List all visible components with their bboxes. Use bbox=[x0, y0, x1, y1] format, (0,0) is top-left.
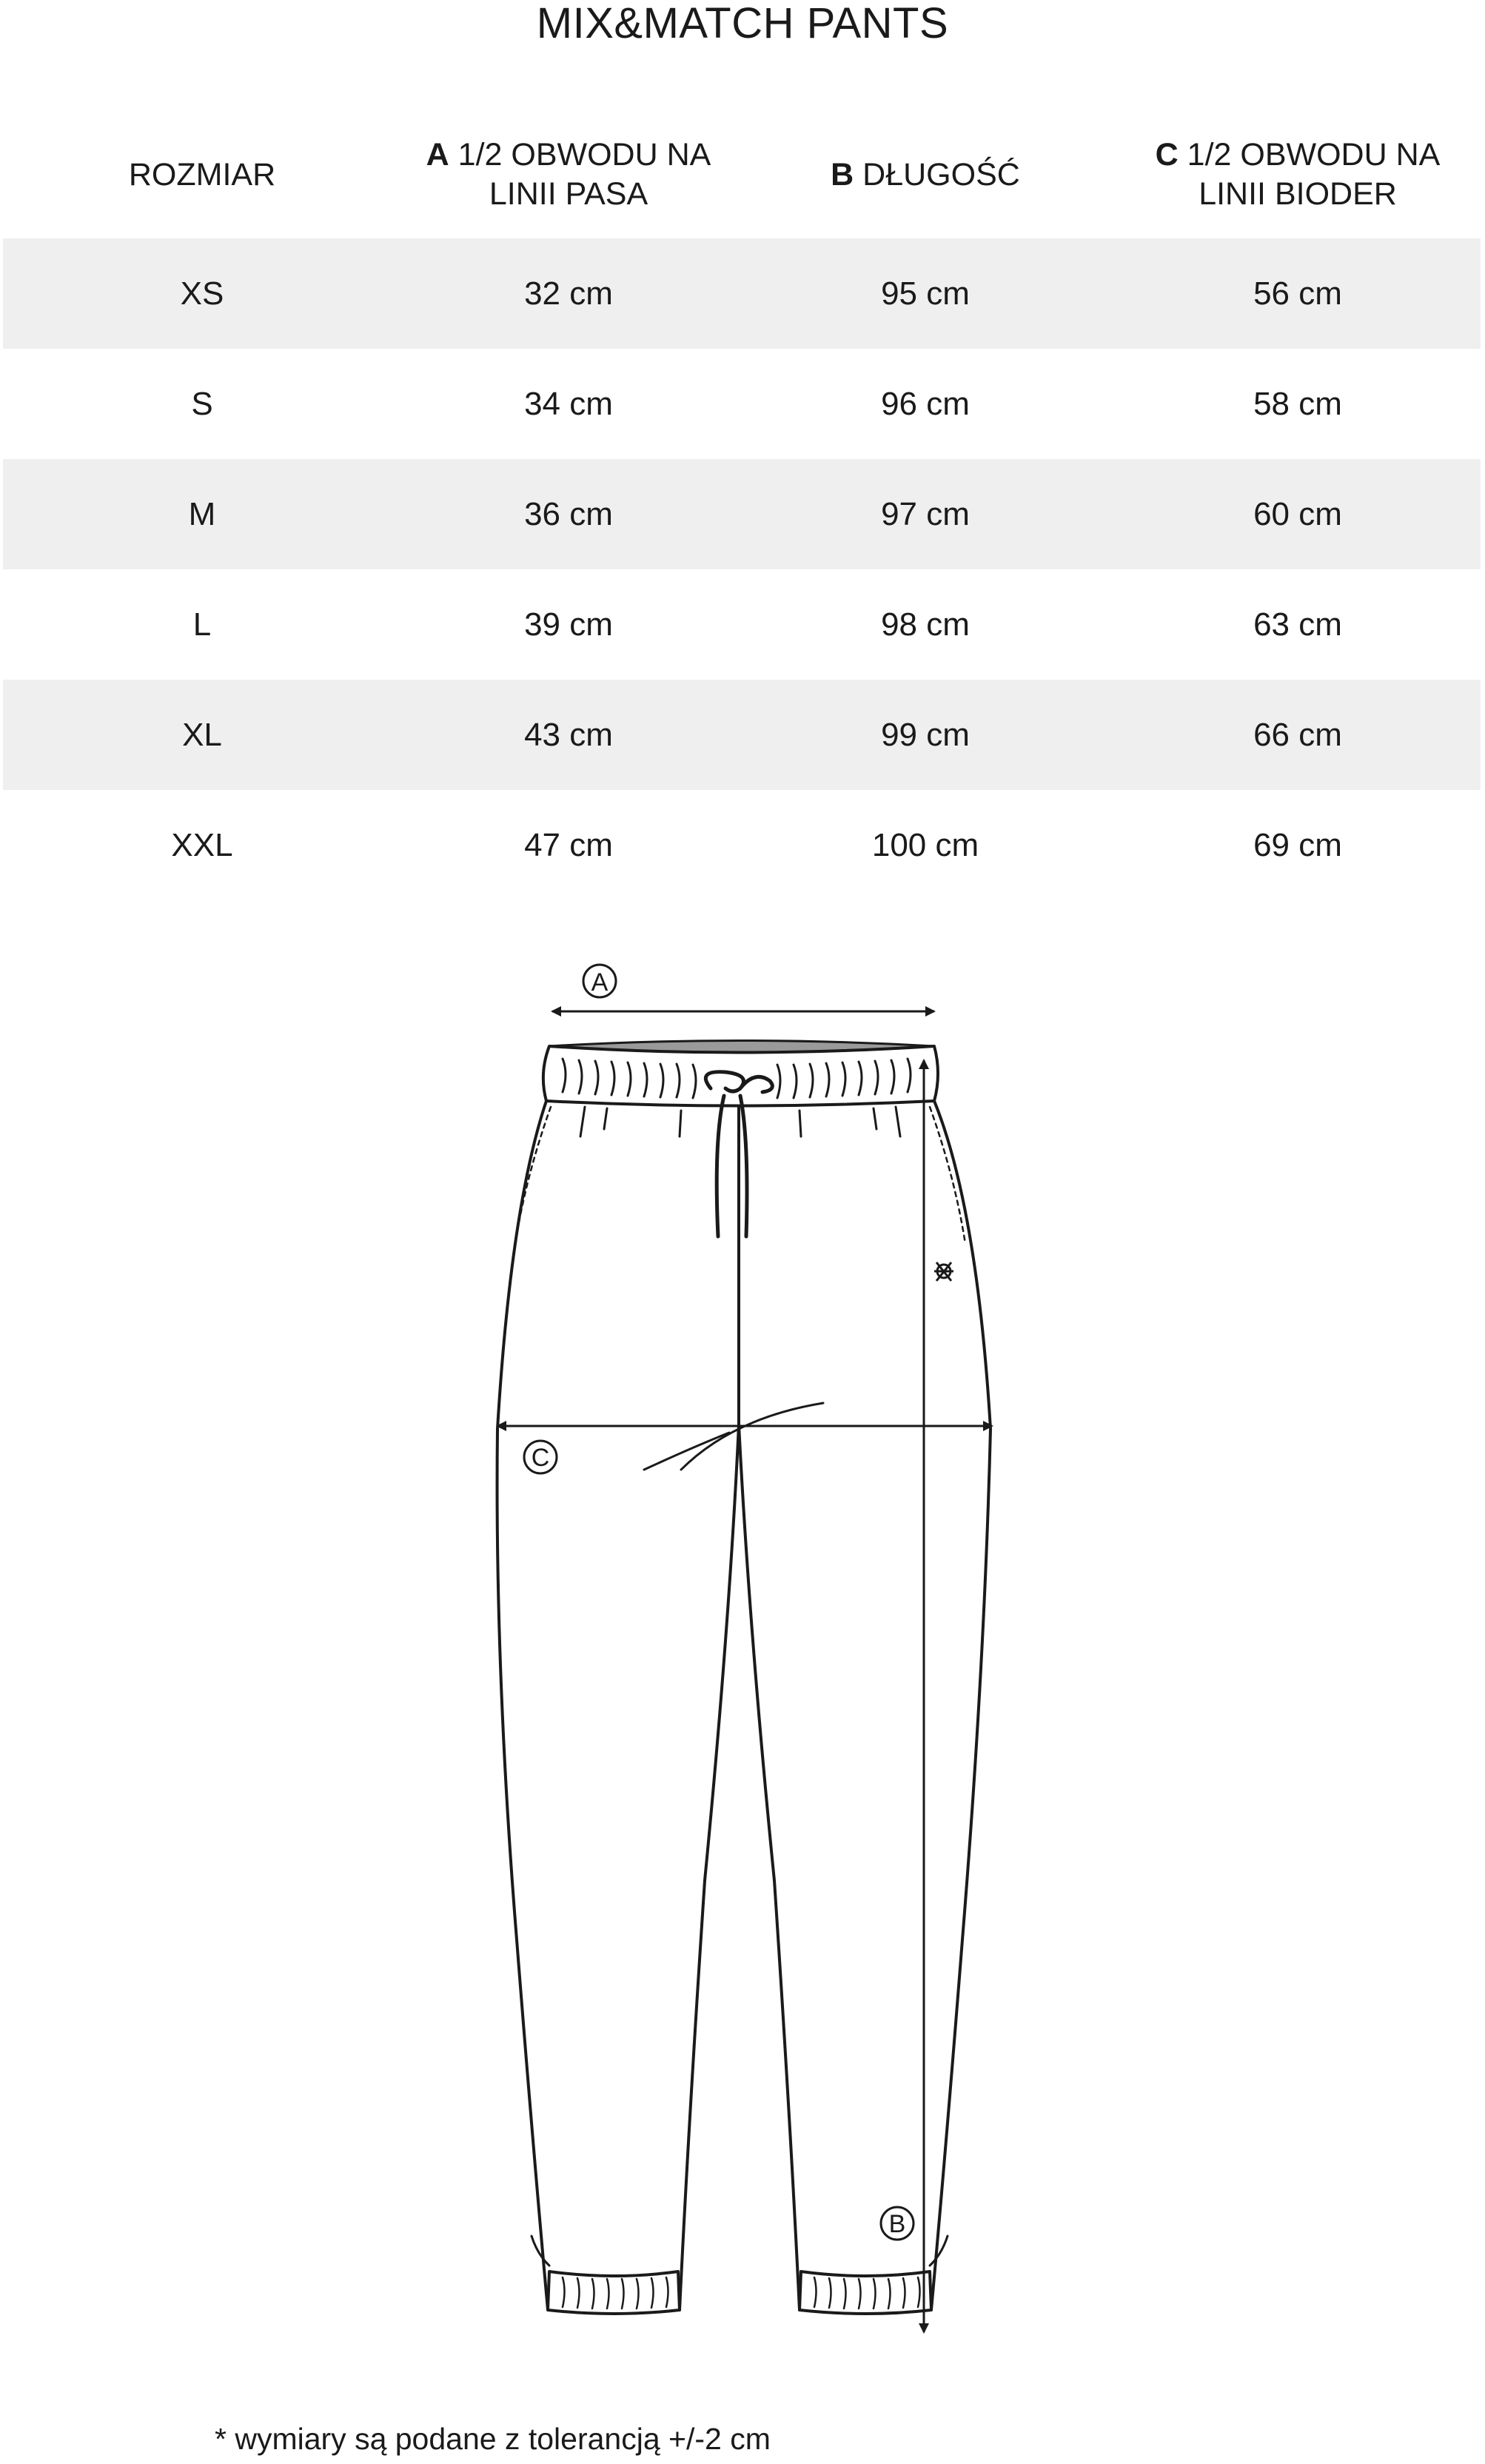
page-title: MIX&MATCH PANTS bbox=[536, 0, 949, 47]
cell-c: 58 cm bbox=[1253, 385, 1342, 422]
header-c-label-line2: LINII BIODER bbox=[1199, 176, 1397, 212]
cell-a: 36 cm bbox=[524, 495, 613, 532]
cuff-right bbox=[800, 2272, 931, 2314]
header-a-letter: A bbox=[426, 137, 449, 173]
cuff-left bbox=[548, 2272, 680, 2314]
cell-c: 56 cm bbox=[1253, 275, 1342, 312]
dimension-label-c: C bbox=[531, 1444, 550, 1472]
cell-a: 32 cm bbox=[524, 275, 613, 312]
tolerance-note: * wymiary są podane z tolerancją +/-2 cm bbox=[215, 2422, 771, 2456]
cell-a: 39 cm bbox=[524, 606, 613, 643]
header-a bbox=[401, 135, 736, 214]
cell-a: 34 cm bbox=[524, 385, 613, 422]
pants-diagram bbox=[0, 940, 1485, 2377]
cell-size: M bbox=[188, 495, 216, 532]
cell-size: XS bbox=[180, 275, 224, 312]
logo-mark-icon bbox=[934, 1262, 953, 1281]
cell-b: 95 cm bbox=[881, 275, 970, 312]
header-c-letter: C bbox=[1155, 137, 1179, 173]
header-b-letter: B bbox=[831, 156, 854, 192]
cell-c: 63 cm bbox=[1253, 606, 1342, 643]
table-row bbox=[3, 238, 1481, 349]
cell-c: 66 cm bbox=[1253, 716, 1342, 753]
cell-c: 69 cm bbox=[1253, 826, 1342, 863]
cell-c: 60 cm bbox=[1253, 495, 1342, 532]
size-table bbox=[3, 111, 1481, 900]
pants-outline bbox=[497, 1101, 990, 2310]
cell-b: 96 cm bbox=[881, 385, 970, 422]
cell-size: XXL bbox=[171, 826, 233, 863]
table-row bbox=[3, 349, 1481, 459]
cell-size: L bbox=[192, 606, 212, 643]
header-size-label: ROZMIAR bbox=[128, 156, 276, 192]
header-size bbox=[3, 155, 401, 195]
dimension-label-a: A bbox=[591, 968, 609, 997]
cell-a: 47 cm bbox=[524, 826, 613, 863]
header-b-label: DŁUGOŚĆ bbox=[854, 156, 1020, 192]
table-row bbox=[3, 680, 1481, 790]
table-row bbox=[3, 459, 1481, 569]
cell-b: 97 cm bbox=[881, 495, 970, 532]
fold-line bbox=[681, 1403, 823, 1470]
cell-b: 100 cm bbox=[871, 826, 979, 863]
header-a-label-line2: LINII PASA bbox=[489, 176, 648, 212]
table-row bbox=[3, 790, 1481, 900]
pocket-seam-left bbox=[515, 1107, 551, 1244]
header-c bbox=[1115, 135, 1481, 214]
table-header-row bbox=[3, 111, 1481, 238]
pocket-seam-right bbox=[930, 1107, 965, 1244]
header-c-label: 1/2 OBWODU NA bbox=[1178, 137, 1441, 173]
cell-size: S bbox=[191, 385, 213, 422]
cell-b: 99 cm bbox=[881, 716, 970, 753]
header-a-label: 1/2 OBWODU NA bbox=[449, 137, 711, 173]
dimension-label-b: B bbox=[888, 2210, 906, 2238]
cell-a: 43 cm bbox=[524, 716, 613, 753]
header-b bbox=[736, 155, 1115, 195]
cell-size: XL bbox=[182, 716, 222, 753]
cell-b: 98 cm bbox=[881, 606, 970, 643]
table-row bbox=[3, 569, 1481, 680]
